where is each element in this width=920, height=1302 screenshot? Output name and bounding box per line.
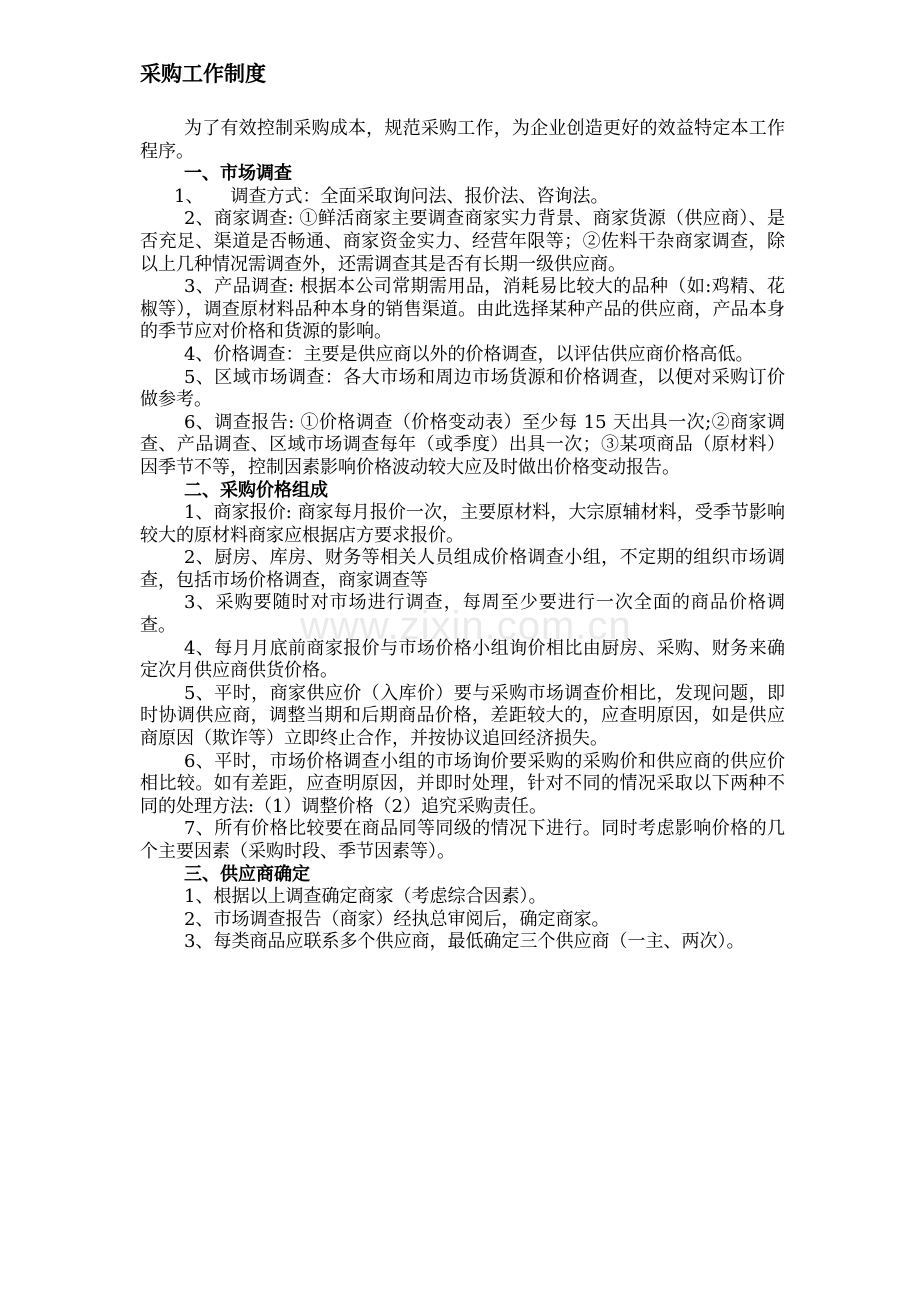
- purchase-price-item-5: 5、平时，商家供应价（入库价）要与采购市场调查价相比，发现问题，即时协调供应商，调整当期和后期商品价格，差距较大的，应查明原因，如是供应商原因（欺诈等）立即终止合作，并按协议追回经济损失。: [140, 682, 785, 750]
- market-survey-item-3: 3、产品调查: 根据本公司常期需用品，消耗易比较大的品种（如:鸡精、花椒等），调查原材料品种本身的销售渠道。由此选择某种产品的供应商，产品本身的季节应对价格和货源的影响。: [140, 276, 785, 343]
- purchase-price-item-6: 6、平时，市场价格调查小组的市场询价要采购的采购价和供应商的供应价相比较。如有差距，应查明原因，并即时处理，针对不同的情况采取以下两种不同的处理方法:（1）调整价格（2）追究采购责任。: [140, 750, 785, 817]
- market-survey-item-4: 4、价格调查：主要是供应商以外的价格调查，以评估供应商价格高低。: [184, 343, 754, 365]
- intro-paragraph: 为了有效控制采购成本，规范采购工作，为企业创造更好的效益特定本工作程序。: [140, 118, 785, 162]
- purchase-price-item-7: 7、所有价格比较要在商品同等同级的情况下进行。同时考虑影响价格的几个主要因素（采购时段、季节因素等）。: [140, 818, 785, 862]
- supplier-selection-item-2: 2、市场调查报告（商家）经执总审阅后，确定商家。: [184, 908, 610, 930]
- document-title: 采购工作制度: [140, 62, 266, 86]
- document-page: [140, 56, 785, 954]
- supplier-selection-item-1: 1、根据以上调查确定商家（考虑综合因素）。: [184, 886, 547, 908]
- purchase-price-item-4: 4、每月月底前商家报价与市场价格小组询价相比由厨房、采购、财务来确定次月供应商供货价格。: [140, 637, 785, 682]
- watermark-text: www.zixin.com.cn: [300, 604, 632, 648]
- market-survey-item-6: 6、调查报告: ①价格调查（价格变动表）至少每 15 天出具一次;②商家调查、产品调查、区域市场调查每年（或季度）出具一次；③某项商品（原材料）因季节不等，控制因素影响价格波动较大应及时做出价格变动报告。: [140, 411, 785, 478]
- market-survey-item-5: 5、区域市场调查：各大市场和周边市场货源和价格调查，以便对采购订价做参考。: [140, 366, 785, 411]
- document-body: [140, 118, 785, 954]
- section-heading-market-survey: 一、市场调查: [184, 163, 292, 185]
- purchase-price-item-1: 1、商家报价: 商家每月报价一次，主要原材料，大宗原辅材料，受季节影响较大的原材料商家应根据店方要求报价。: [140, 502, 785, 546]
- purchase-price-item-2: 2、厨房、库房、财务等相关人员组成价格调查小组，不定期的组织市场调查，包括市场价格调查，商家调查等: [140, 547, 785, 591]
- purchase-price-item-3: 3、采购要随时对市场进行调查，每周至少要进行一次全面的商品价格调查。: [140, 592, 785, 637]
- section-heading-purchase-price: 二、采购价格组成: [184, 479, 328, 501]
- section-heading-supplier-selection: 三、供应商确定: [184, 863, 310, 885]
- market-survey-item-1: 1、 调查方式：全面采取询问法、报价法、咨询法。: [174, 185, 609, 207]
- market-survey-item-2: 2、商家调查: ①鲜活商家主要调查商家实力背景、商家货源（供应商）、是否充足、渠道是否畅通、商家资金实力、经营年限等；②佐料干杂商家调查，除以上几种情况需调查外，还需调查其是否有长期一级供应商。: [140, 208, 785, 275]
- supplier-selection-item-3: 3、每类商品应联系多个供应商，最低确定三个供应商（一主、两次）。: [184, 931, 745, 953]
